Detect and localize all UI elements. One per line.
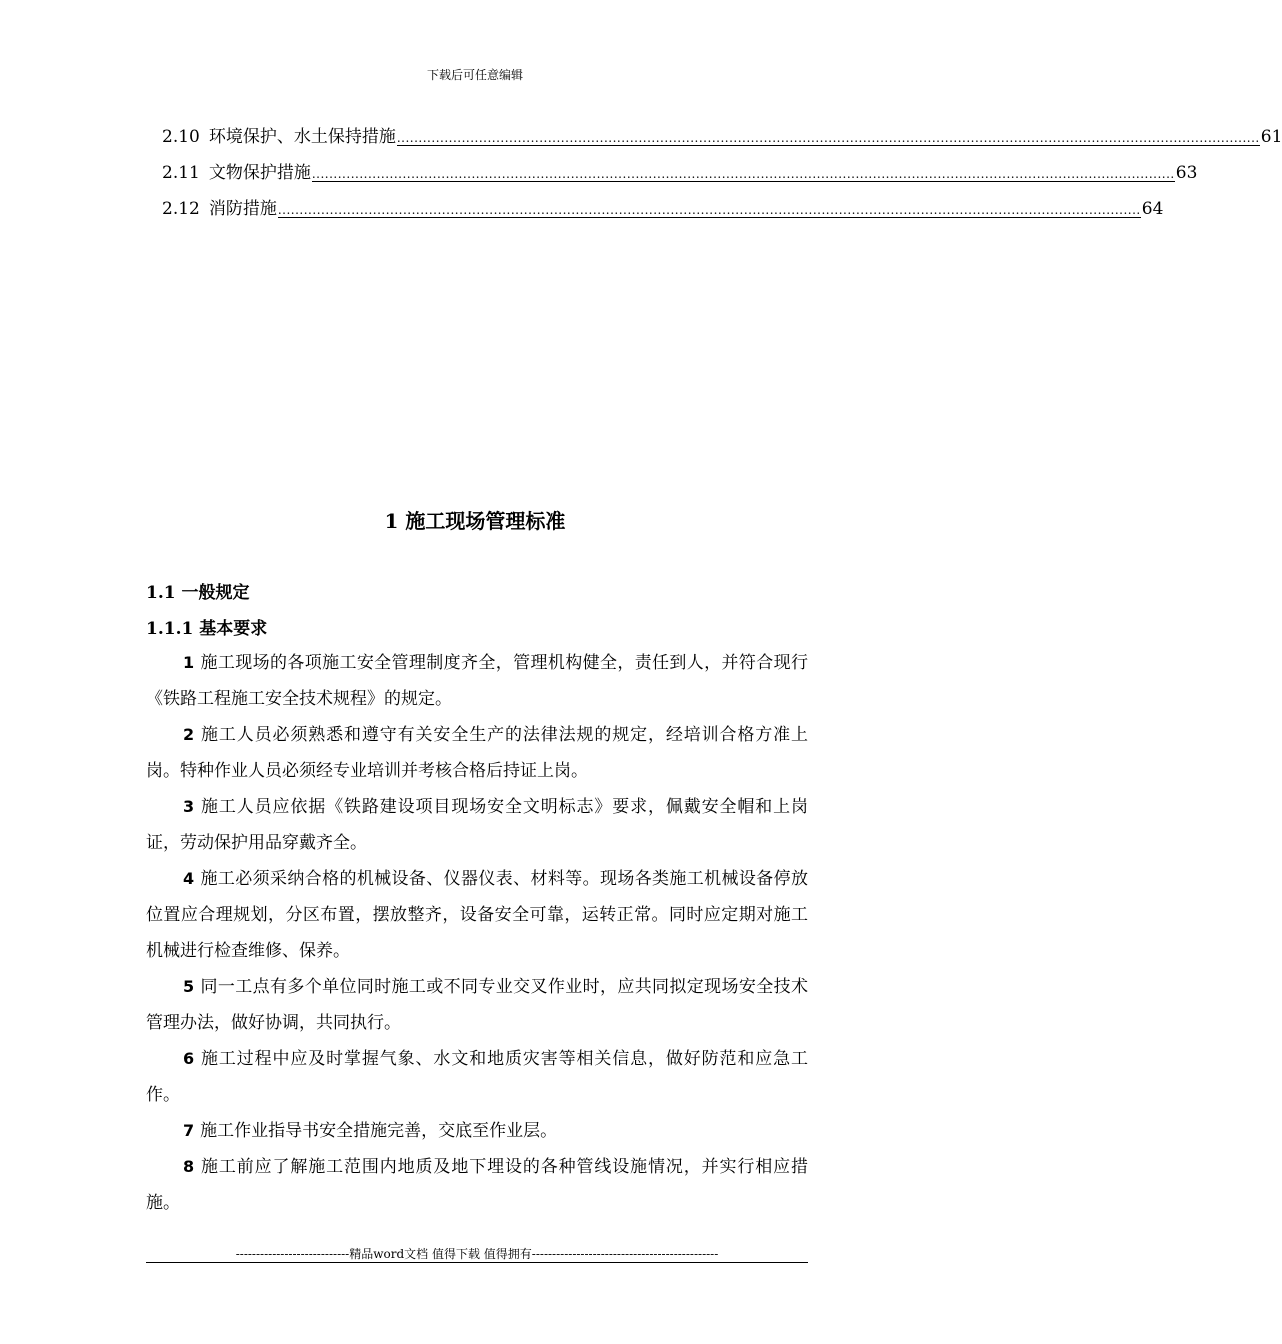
toc-entry-title: 消防措施 (208, 199, 277, 219)
paragraph (146, 789, 808, 861)
toc-leader-dots: ........................................................................................................................................................................................................ (277, 203, 1141, 217)
paragraph (146, 969, 808, 1041)
paragraph-number: 1 (183, 653, 195, 672)
paragraph-number: 2 (183, 725, 195, 744)
paragraph-number: 8 (183, 1157, 195, 1176)
paragraph-text: 施工人员必须熟悉和遵守有关安全生产的法律法规的规定，经培训合格方准上岗。特种作业人员必须经专业培训并考核合格后持证上岗。 (146, 725, 808, 781)
page-footer-note: ----------------------------精品word文档 值得下载 值得拥有---------------------------------------------- (235, 1247, 719, 1261)
paragraph-text: 施工人员应依据《铁路建设项目现场安全文明标志》要求，佩戴安全帽和上岗证，劳动保护用品穿戴齐全。 (146, 797, 808, 853)
subsection-heading: 1.1.1 基本要求 (146, 619, 268, 639)
page-header-note: 下载后可任意编辑 (426, 68, 523, 82)
paragraph-number: 6 (183, 1049, 195, 1068)
chapter-title: 1 施工现场管理标准 (384, 509, 566, 533)
paragraph (146, 1149, 808, 1221)
toc-entry[interactable] (162, 196, 1164, 232)
toc-entry-number: 2.10 (162, 127, 200, 147)
paragraph-number: 5 (183, 977, 195, 996)
paragraph-text: 同一工点有多个单位同时施工或不同专业交叉作业时，应共同拟定现场安全技术管理办法，做好协调，共同执行。 (146, 977, 808, 1033)
paragraph-text: 施工作业指导书安全措施完善，交底至作业层。 (200, 1121, 558, 1141)
paragraph-text: 施工必须采纳合格的机械设备、仪器仪表、材料等。现场各类施工机械设备停放位置应合理规划，分区布置，摆放整齐，设备安全可靠，运转正常。同时应定期对施工机械进行检查维修、保养。 (146, 869, 808, 961)
paragraph-text: 施工现场的各项施工安全管理制度齐全，管理机构健全，责任到人，并符合现行《铁路工程施工安全技术规程》的规定。 (146, 653, 808, 709)
table-of-contents (162, 124, 1282, 232)
toc-entry-page: 64 (1141, 199, 1164, 219)
footer-divider (146, 1262, 808, 1263)
toc-entry-page: 63 (1175, 163, 1198, 183)
toc-entry-page: 61 (1260, 127, 1282, 147)
paragraph-text: 施工前应了解施工范围内地质及地下埋设的各种管线设施情况，并实行相应措施。 (146, 1157, 808, 1213)
toc-leader-dots: ........................................................................................................................................................................................................ (396, 131, 1260, 145)
paragraph-number: 3 (183, 797, 195, 816)
toc-leader-dots: ........................................................................................................................................................................................................ (311, 167, 1175, 181)
paragraph (146, 717, 808, 789)
paragraph (146, 861, 808, 969)
paragraph (146, 1041, 808, 1113)
paragraph-number: 7 (183, 1121, 195, 1140)
paragraph (146, 1113, 808, 1149)
toc-entry-number: 2.12 (162, 199, 200, 219)
toc-entry[interactable] (162, 124, 1282, 160)
paragraph-text: 施工过程中应及时掌握气象、水文和地质灾害等相关信息，做好防范和应急工作。 (146, 1049, 808, 1105)
toc-entry-title: 文物保护措施 (208, 163, 311, 183)
toc-entry[interactable] (162, 160, 1198, 196)
section-heading: 1.1 一般规定 (146, 583, 250, 603)
paragraph-number: 4 (183, 869, 195, 888)
paragraph (146, 645, 808, 717)
toc-entry-title: 环境保护、水土保持措施 (208, 127, 396, 147)
toc-entry-number: 2.11 (162, 163, 200, 183)
body-paragraphs (146, 645, 808, 1221)
